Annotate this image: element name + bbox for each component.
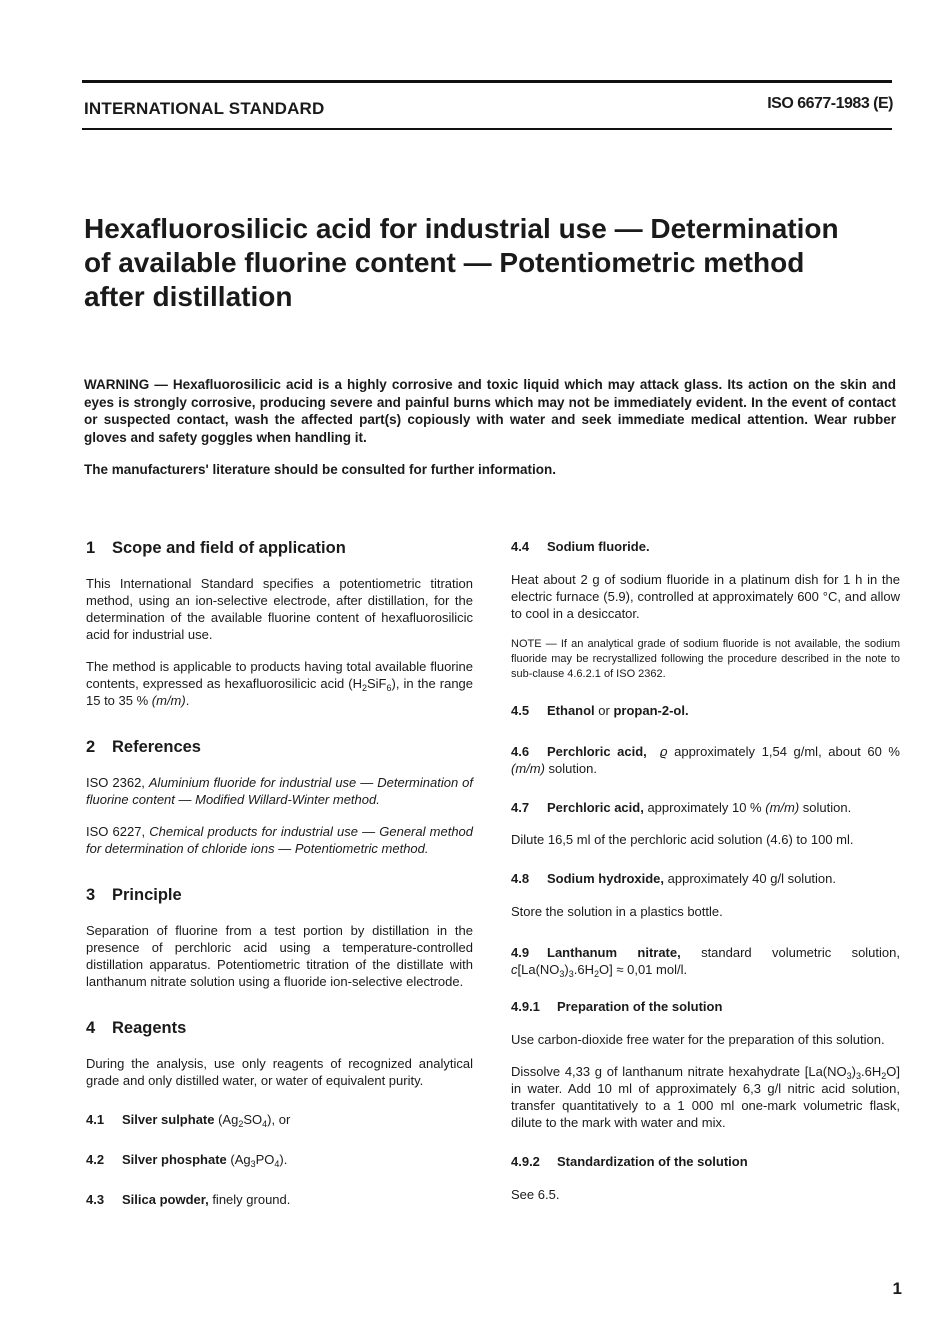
right-column <box>511 538 900 1218</box>
reference-item: ISO 2362, Aluminium fluoride for industrial use — Determination of fluorine content — Modified Willard-Winter method. <box>86 775 473 807</box>
title-line: Hexafluorosilicic acid for industrial use — Determination <box>84 213 839 244</box>
clause-4-3: 4.3 Silica powder, finely ground. <box>86 1192 291 1207</box>
clause-4-1: 4.1 Silver sulphate $(Ag_2SO_4)$, or <box>86 1112 291 1129</box>
note: NOTE — If an analytical grade of sodium fluoride is not available, the sodium fluoride may be recrystallized following the procedure described in the note to sub-clause 4.6.2.1 of ISO 2362. <box>511 638 900 680</box>
paragraph: Store the solution in a plastics bottle. <box>511 904 723 919</box>
paragraph: This International Standard specifies a potentiometric titration method, using an ion-selective electrode, after distillation, for the determination of the available fluorine content of hexafluorosilicic acid for industrial use. <box>86 576 473 642</box>
paragraph: The method is applicable to products having total available fluorine contents, expressed as hexafluorosilicic acid $(H_2SiF_6)$, in the range 15 to 35 % (m/m). <box>86 659 474 708</box>
section-title: References <box>112 738 201 756</box>
header-rule-top <box>82 80 892 83</box>
paragraph: Separation of fluorine from a test portion by distillation in the presence of perchloric acid using a temperature-controlled distillation apparatus. Potentiometric titration of the distillate with lanthanum nitrate solution using a fluoride ion-selective electrode. <box>86 923 473 989</box>
section-title: Principle <box>112 886 182 904</box>
section-heading <box>86 885 473 905</box>
paragraph: Use carbon-dioxide free water for the preparation of this solution. <box>511 1032 885 1047</box>
header-standard-label: INTERNATIONAL STANDARD <box>84 99 325 118</box>
title-line: after distillation <box>84 281 293 312</box>
clause-4-7: 4.7 Perchloric acid, approximately 10 % (m/m) solution. <box>511 800 852 815</box>
clause-4-5: 4.5 Ethanol or propan-2-ol. <box>511 703 689 718</box>
left-column <box>86 538 473 1224</box>
section-number: 1 <box>86 539 96 557</box>
paragraph: Heat about 2 g of sodium fluoride in a platinum dish for 1 h in the electric furnace (5.9), controlled at approximately 600 °C, and allow to cool in a desiccator. <box>511 572 900 621</box>
clause-4-9-2: 4.9.2 Standardization of the solution <box>511 1154 748 1169</box>
page-number: 1 <box>892 1279 902 1298</box>
warning-text: WARNING — Hexafluorosilicic acid is a highly corrosive and toxic liquid which may attack glass. Its action on the skin and eyes is strongly corrosive, producing severe and painful burns which may not be immediately evident. In the event of contact or suspected contact, wash the affected part(s) copiously with water and seek immediate medical attention. Wear rubber gloves and safety goggles when handling it. <box>84 377 896 445</box>
title-line: of available fluorine content — Potentiometric method <box>84 247 805 278</box>
clause-4-4: 4.4 Sodium fluoride. <box>511 539 650 554</box>
paragraph: See 6.5. <box>511 1187 560 1202</box>
section-number: 2 <box>86 738 96 756</box>
paragraph: Dilute 16,5 ml of the perchloric acid solution (4.6) to 100 ml. <box>511 832 854 847</box>
section-number: 4 <box>86 1019 96 1037</box>
document-title <box>84 212 894 314</box>
literature-note: The manufacturers' literature should be consulted for further information. <box>84 462 557 477</box>
clause-4-9-1: 4.9.1 Preparation of the solution <box>511 999 723 1014</box>
clause-4-6: 4.6 Perchloric acid, ϱ approximately 1,54 g/ml, about 60 % (m/m) solution. <box>511 744 900 776</box>
clause-4-2: 4.2 Silver phosphate $(Ag_3PO_4)$. <box>86 1152 288 1169</box>
section-title: Reagents <box>112 1019 187 1037</box>
clause-4-9: 4.9 Lanthanum nitrate, standard volumetric solution, $c[La(NO_3)_3.6H_2O] \approx 0,01$ mol/l. <box>511 945 900 979</box>
section-heading <box>86 538 473 558</box>
section-heading <box>86 737 473 757</box>
header-document-number: ISO 6677-1983 (E) <box>767 95 893 112</box>
reference-item: ISO 6227, Chemical products for industrial use — General method for determination of chloride ions — Potentiometric method. <box>86 824 474 856</box>
paragraph: Dissolve 4,33 g of lanthanum nitrate hexahydrate $[La(NO_3)_3.6H_2O]$ in water. Add 10 ml of approximately 6,3 g/l nitric acid solution, transfer quantitatively to a 1 000 ml one-mark volumetric flask, dilute to the mark with water and mix. <box>511 1064 900 1130</box>
header-rule-bottom <box>82 128 892 130</box>
section-title: Scope and field of application <box>112 539 346 557</box>
section-number: 3 <box>86 886 96 904</box>
paragraph: During the analysis, use only reagents of recognized analytical grade and only distilled water, or water of equivalent purity. <box>86 1056 473 1088</box>
clause-4-8: 4.8 Sodium hydroxide, approximately 40 g/l solution. <box>511 871 836 886</box>
section-heading <box>86 1018 473 1038</box>
